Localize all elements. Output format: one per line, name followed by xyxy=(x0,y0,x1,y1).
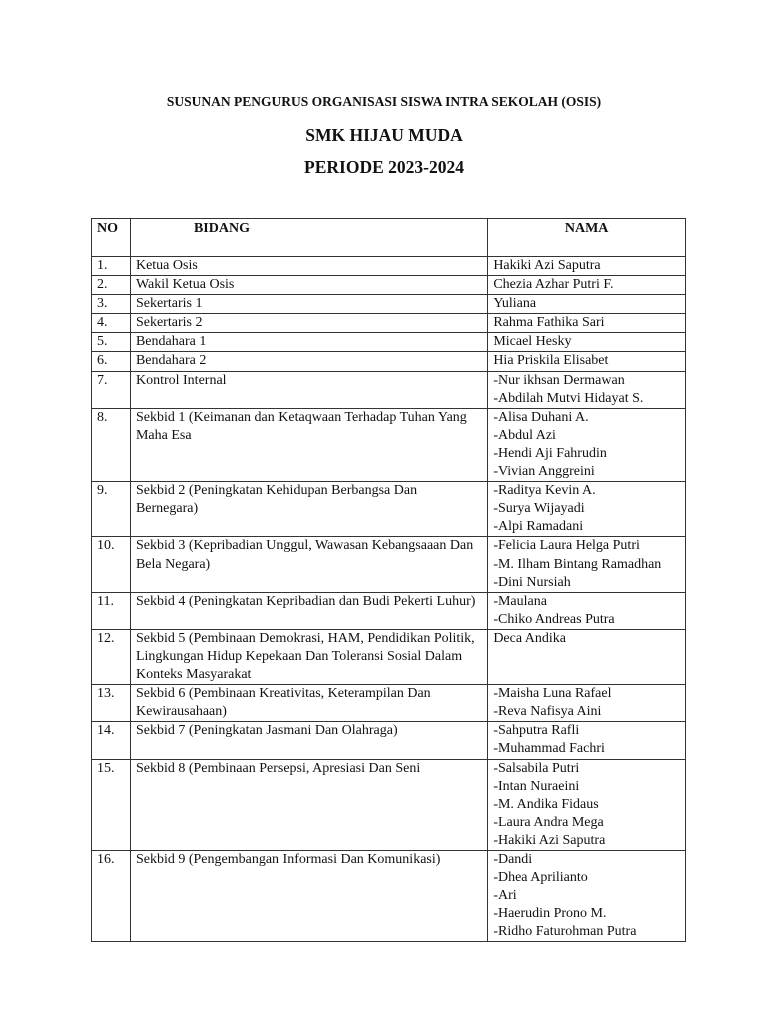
row-nama xyxy=(488,295,686,314)
row-bidang: Sekbid 7 (Peningkatan Jasmani Dan Olahraga) xyxy=(130,722,487,759)
member-name: -Raditya Kevin A. xyxy=(493,483,596,499)
table-row xyxy=(92,482,686,537)
table-row xyxy=(92,371,686,408)
row-bidang: Ketua Osis xyxy=(130,257,487,276)
member-name: Chezia Azhar Putri F. xyxy=(493,277,614,293)
row-bidang: Sekbid 4 (Peningkatan Kepribadian dan Budi Pekerti Luhur) xyxy=(130,592,487,629)
period-title: PERIODE 2023-2024 xyxy=(304,157,464,177)
member-name: -Felicia Laura Helga Putri xyxy=(493,538,640,554)
member-name: -Ari xyxy=(493,888,517,904)
row-bidang: Sekbid 9 (Pengembangan Informasi Dan Komunikasi) xyxy=(130,851,487,942)
table-row xyxy=(92,851,686,942)
member-name: -Ridho Faturohman Putra xyxy=(493,924,637,940)
row-nama xyxy=(488,759,686,850)
row-nama xyxy=(488,257,686,276)
organization-table xyxy=(91,218,686,942)
member-name: -Reva Nafisya Aini xyxy=(493,704,602,720)
row-bidang: Bendahara 1 xyxy=(130,333,487,352)
member-name: -Dhea Aprilianto xyxy=(493,870,588,886)
member-name: -Maisha Luna Rafael xyxy=(493,686,612,702)
row-nama xyxy=(488,371,686,408)
member-name: Rahma Fathika Sari xyxy=(493,315,605,331)
row-number: 15. xyxy=(92,759,131,850)
member-name: -M. Andika Fidaus xyxy=(493,796,599,812)
member-name: Micael Hesky xyxy=(493,334,572,350)
row-bidang: Kontrol Internal xyxy=(130,371,487,408)
row-number: 9. xyxy=(92,482,131,537)
member-name: -Alisa Duhani A. xyxy=(493,409,589,425)
row-bidang: Sekbid 1 (Keimanan dan Ketaqwaan Terhadap Tuhan Yang Maha Esa xyxy=(130,408,487,481)
row-bidang: Sekertaris 2 xyxy=(130,314,487,333)
row-bidang: Sekbid 5 (Pembinaan Demokrasi, HAM, Pendidikan Politik, Lingkungan Hidup Kepekaan Dan Toleransi Sosial Dalam Konteks Masyarakat xyxy=(130,629,487,684)
member-name: -Abdilah Mutvi Hidayat S. xyxy=(493,390,644,406)
row-bidang: Sekbid 8 (Pembinaan Persepsi, Apresiasi Dan Seni xyxy=(130,759,487,850)
row-nama xyxy=(488,352,686,371)
row-number: 10. xyxy=(92,537,131,592)
table-row xyxy=(92,759,686,850)
row-nama xyxy=(488,276,686,295)
member-name: -Chiko Andreas Putra xyxy=(493,611,615,627)
table-row xyxy=(92,685,686,722)
header-no: NO xyxy=(92,219,131,257)
school-name: SMK HIJAU MUDA xyxy=(305,125,463,145)
row-number: 2. xyxy=(92,276,131,295)
member-name: -Laura Andra Mega xyxy=(493,814,604,830)
row-number: 4. xyxy=(92,314,131,333)
row-number: 8. xyxy=(92,408,131,481)
table-row xyxy=(92,592,686,629)
member-name: -Salsabila Putri xyxy=(493,760,580,776)
member-name: -Hendi Aji Fahrudin xyxy=(493,445,607,461)
header-bidang: BIDANG xyxy=(130,219,487,257)
member-name: Deca Andika xyxy=(493,630,567,646)
table-row xyxy=(92,629,686,684)
member-name: -Sahputra Rafli xyxy=(493,723,580,739)
row-number: 14. xyxy=(92,722,131,759)
row-bidang: Wakil Ketua Osis xyxy=(130,276,487,295)
document-title: SUSUNAN PENGURUS ORGANISASI SISWA INTRA SEKOLAH (OSIS) xyxy=(166,94,602,109)
table-row xyxy=(92,722,686,759)
row-number: 7. xyxy=(92,371,131,408)
row-nama xyxy=(488,314,686,333)
row-number: 11. xyxy=(92,592,131,629)
table-row xyxy=(92,333,686,352)
row-nama xyxy=(488,537,686,592)
row-nama xyxy=(488,629,686,684)
row-bidang: Sekbid 6 (Pembinaan Kreativitas, Keterampilan Dan Kewirausahaan) xyxy=(130,685,487,722)
row-number: 13. xyxy=(92,685,131,722)
header-nama: NAMA xyxy=(488,219,686,257)
member-name: Hakiki Azi Saputra xyxy=(493,258,601,273)
row-bidang: Sekbid 2 (Peningkatan Kehidupan Berbangsa Dan Bernegara) xyxy=(130,482,487,537)
row-nama xyxy=(488,851,686,942)
row-number: 6. xyxy=(92,352,131,371)
row-nama xyxy=(488,685,686,722)
row-number: 1. xyxy=(92,257,131,276)
row-number: 3. xyxy=(92,295,131,314)
member-name: -Dini Nursiah xyxy=(493,574,571,590)
member-name: -Hakiki Azi Saputra xyxy=(493,832,606,848)
row-number: 5. xyxy=(92,333,131,352)
member-name: -Intan Nuraeini xyxy=(493,778,580,794)
member-name: -Alpi Ramadani xyxy=(493,519,584,535)
member-name: Yuliana xyxy=(493,296,537,312)
table-row xyxy=(92,352,686,371)
row-nama xyxy=(488,482,686,537)
table-row xyxy=(92,257,686,276)
row-bidang: Bendahara 2 xyxy=(130,352,487,371)
table-row xyxy=(92,295,686,314)
member-name: -Vivian Anggreini xyxy=(493,464,595,480)
row-bidang: Sekertaris 1 xyxy=(130,295,487,314)
member-name: -M. Ilham Bintang Ramadhan xyxy=(493,556,662,572)
member-name: -Muhammad Fachri xyxy=(493,741,605,757)
row-number: 16. xyxy=(92,851,131,942)
row-nama xyxy=(488,333,686,352)
table-row xyxy=(92,537,686,592)
table-header-row xyxy=(92,219,686,257)
row-nama xyxy=(488,408,686,481)
member-name: -Maulana xyxy=(493,593,547,609)
member-name: -Dandi xyxy=(493,852,533,867)
member-name: -Abdul Azi xyxy=(493,427,556,443)
table-row xyxy=(92,314,686,333)
row-nama xyxy=(488,592,686,629)
row-bidang: Sekbid 3 (Kepribadian Unggul, Wawasan Kebangsaaan Dan Bela Negara) xyxy=(130,537,487,592)
row-number: 12. xyxy=(92,629,131,684)
member-name: -Nur ikhsan Dermawan xyxy=(493,372,625,388)
table-row xyxy=(92,408,686,481)
table-row xyxy=(92,276,686,295)
member-name: -Surya Wijayadi xyxy=(493,501,585,517)
member-name: Hia Priskila Elisabet xyxy=(493,353,609,369)
member-name: -Haerudin Prono M. xyxy=(493,906,607,922)
row-nama xyxy=(488,722,686,759)
